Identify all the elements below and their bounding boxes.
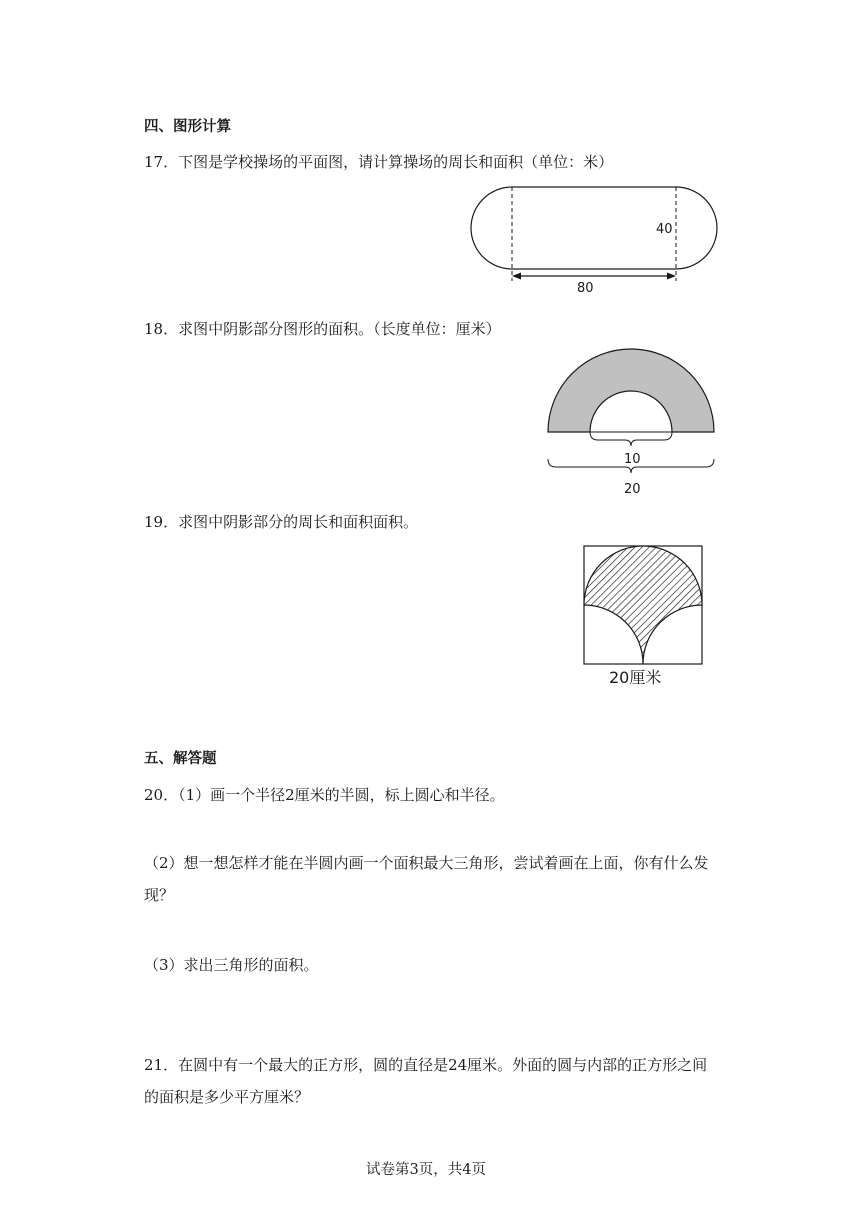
arrow-right xyxy=(667,273,676,280)
height-label: 40 xyxy=(656,222,673,237)
question-20-part2-line1: （2）想一想怎样才能在半圆内画一个面积最大三角形，尝试着画在上面，你有什么发 xyxy=(144,854,709,872)
arrow-left xyxy=(512,273,521,280)
question-21-line2: 的面积是多少平方厘米？ xyxy=(144,1088,310,1106)
inner-diameter-label: 10 xyxy=(624,452,641,467)
question-17-text: 17．下图是学校操场的平面图，请计算操场的周长和面积（单位：米） xyxy=(144,153,614,171)
section-heading-5: 五、解答题 xyxy=(144,751,217,767)
question-20-part1: 20．（1）画一个半径2厘米的半圆，标上圆心和半径。 xyxy=(144,786,505,804)
inner-brace xyxy=(590,432,672,446)
outer-diameter-label: 20 xyxy=(624,482,641,497)
square-leaf-figure xyxy=(578,540,708,692)
playground-figure xyxy=(468,183,724,297)
question-21-line1: 21．在圆中有一个最大的正方形，圆的直径是24厘米。外面的圆与内部的正方形之间 xyxy=(144,1056,708,1074)
page-footer: 试卷第3页，共4页 xyxy=(366,1162,486,1178)
question-19-text: 19．求图中阴影部分的周长和面积面积。 xyxy=(144,513,419,531)
semi-ring-figure xyxy=(540,350,722,498)
width-label: 80 xyxy=(577,281,594,296)
shaded-region xyxy=(584,546,702,664)
question-20-part2-line2: 现？ xyxy=(144,886,175,904)
question-20-part3: （3）求出三角形的面积。 xyxy=(144,956,319,974)
shaded-ring xyxy=(548,349,714,432)
playground-outline xyxy=(471,187,717,269)
side-length-label: 20厘米 xyxy=(609,668,662,687)
section-heading-4: 四、图形计算 xyxy=(144,119,231,135)
question-18-text: 18．求图中阴影部分图形的面积。（长度单位：厘米） xyxy=(144,320,501,338)
